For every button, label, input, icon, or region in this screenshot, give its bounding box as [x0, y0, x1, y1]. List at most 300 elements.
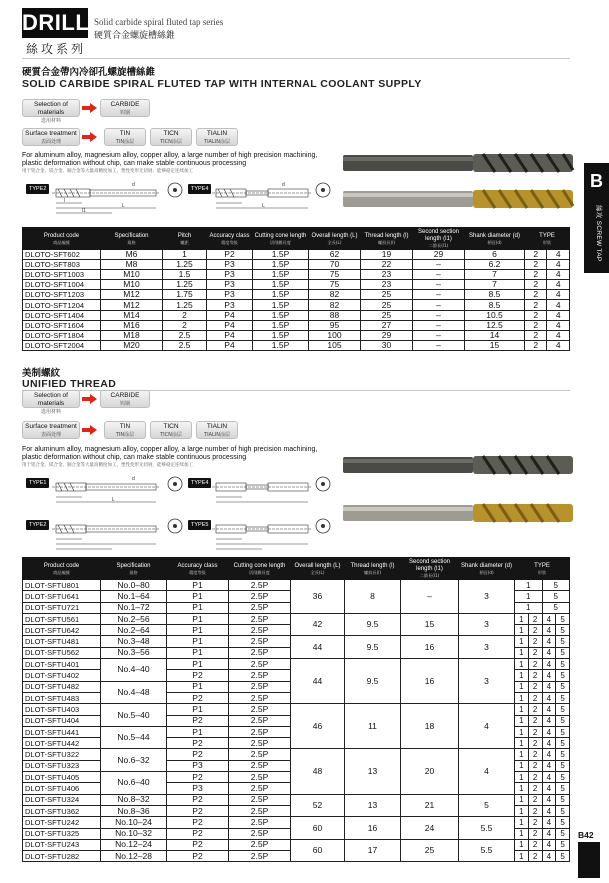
- tap-cross-section-icon: [313, 516, 333, 536]
- table-cell: No.8–36: [101, 805, 167, 816]
- table-cell: 4: [547, 270, 570, 280]
- table-cell: P2: [207, 250, 253, 260]
- table-cell: DLOT-SFTU401: [23, 659, 101, 670]
- table-cell: 36: [291, 580, 345, 614]
- table-cell: DLOTO-SFT1804: [23, 330, 101, 340]
- table-cell: 4: [542, 749, 556, 760]
- table-cell: 62: [309, 250, 361, 260]
- table-cell: P4: [207, 340, 253, 350]
- table-cell: 5: [556, 749, 570, 760]
- arrow-stem: [82, 106, 90, 110]
- table-cell: 5: [556, 704, 570, 715]
- table-cell: DLOTO-SFT1604: [23, 320, 101, 330]
- table-cell: 4: [547, 280, 570, 290]
- table-cell: 1: [163, 250, 207, 260]
- table-cell: 5: [556, 738, 570, 749]
- table-row: [23, 839, 570, 850]
- section2-title-en: UNIFIED THREAD: [22, 378, 117, 390]
- table-cell: 25: [361, 310, 413, 320]
- table-cell: P1: [167, 704, 229, 715]
- table-cell: 46: [291, 704, 345, 749]
- section2-title-zh: 美制螺紋: [22, 368, 61, 379]
- table-cell: 1.25: [163, 280, 207, 290]
- table-cell: 6.2: [465, 260, 525, 270]
- section2-description: For aluminum alloy, magnesium alloy, copper alloy, a large number of high precision machining, plastic deformation without chip, can make stable continuous processing: [22, 446, 318, 461]
- table-row: [23, 613, 570, 624]
- materials-label-pill: Selection of materials 选用材料: [22, 390, 80, 408]
- table-cell: 4: [542, 715, 556, 726]
- table-cell: 2.5P: [229, 715, 291, 726]
- table-cell: 5: [556, 851, 570, 862]
- table-cell: DLOT-SFTU641: [23, 591, 101, 602]
- table-row: [23, 270, 570, 280]
- table-cell: 60: [291, 817, 345, 840]
- table-cell: 4: [542, 692, 556, 703]
- tap-photo-gold: [343, 500, 581, 528]
- table-cell: 1: [515, 636, 529, 647]
- type-tag: TYPE2: [26, 184, 49, 194]
- table-cell: –: [413, 290, 465, 300]
- arrow-icon: [90, 425, 97, 435]
- table-cell: 2: [528, 805, 542, 816]
- table-cell: 4: [542, 738, 556, 749]
- tap-cross-section-icon: [313, 180, 333, 200]
- table-cell: P1: [167, 647, 229, 658]
- tap-drawing-type2: [52, 512, 162, 552]
- table-cell: 4: [542, 851, 556, 862]
- table-cell: DLOT-SFTU442: [23, 738, 101, 749]
- table-cell: 30: [361, 340, 413, 350]
- table-cell: 5: [556, 760, 570, 771]
- side-tab-label: 絲攻 SCREW TAP: [595, 205, 602, 262]
- table-cell: P1: [167, 681, 229, 692]
- table-row: [23, 749, 570, 760]
- table-cell: 19: [361, 250, 413, 260]
- table-cell: No.3–48: [101, 636, 167, 647]
- surface-label-pill: Surface treatment 表面处理: [22, 421, 80, 439]
- table-row: [23, 280, 570, 290]
- table-cell: 9.5: [345, 636, 401, 659]
- table-cell: –: [413, 280, 465, 290]
- section1-description-zh: 用于铝合金、镁合金、铜合金等大量高精度加工，塑性变形无切屑，能够稳定连续加工: [22, 169, 193, 174]
- table-cell: 1.5P: [253, 330, 309, 340]
- table-spiral-coolant: [22, 227, 570, 351]
- table-cell: 1: [515, 794, 529, 805]
- table-cell: 82: [309, 300, 361, 310]
- svg-text:L: L: [122, 203, 125, 209]
- col-header: Specification 規格: [101, 558, 167, 580]
- materials-label-pill: Selection of materials 选用材料: [22, 99, 80, 117]
- table-cell: 4: [542, 613, 556, 624]
- table-cell: 1: [515, 692, 529, 703]
- table-cell: P3: [167, 783, 229, 794]
- table-cell: P2: [167, 715, 229, 726]
- table-cell: 2.5P: [229, 591, 291, 602]
- col-header: Cutting cone length 切削錐長度: [253, 228, 309, 250]
- col-header: Thread length (l) 螺紋長(l): [345, 558, 401, 580]
- table-cell: P2: [167, 839, 229, 850]
- table-cell: 4: [542, 817, 556, 828]
- table-cell: 5: [556, 670, 570, 681]
- table-cell: 2.5P: [229, 692, 291, 703]
- table-cell: 1.5P: [253, 280, 309, 290]
- drills-logo: DRILLS: [22, 8, 88, 38]
- table-cell: DLOT-SFTU405: [23, 772, 101, 783]
- table-cell: 5: [556, 681, 570, 692]
- table-cell: No.3–56: [101, 647, 167, 658]
- table-cell: 2: [528, 704, 542, 715]
- table-cell: 2.5P: [229, 681, 291, 692]
- table-cell: 2: [528, 681, 542, 692]
- table-cell: 27: [361, 320, 413, 330]
- table-cell: 9.5: [345, 613, 401, 636]
- table-cell: 2.5P: [229, 851, 291, 862]
- type-tag: TYPE5: [188, 520, 211, 530]
- table-cell: 1: [515, 772, 529, 783]
- table-cell: 2: [528, 738, 542, 749]
- tap-photo-dark: [343, 150, 581, 178]
- table-cell: 1: [515, 715, 529, 726]
- table-cell: 8: [345, 580, 401, 614]
- table-cell: DLOT-SFTU282: [23, 851, 101, 862]
- table-cell: 4: [542, 647, 556, 658]
- table-cell: 2: [525, 320, 547, 330]
- table-cell: 23: [361, 280, 413, 290]
- table-cell: 2.5P: [229, 613, 291, 624]
- table-cell: M12: [101, 290, 163, 300]
- table-cell: 1: [515, 613, 529, 624]
- col-header: Second section length (l1) 二節長(l1): [413, 228, 465, 250]
- table-cell: 2.5P: [229, 738, 291, 749]
- table-cell: 1.5P: [253, 320, 309, 330]
- tap-drawing-type2: [52, 176, 162, 216]
- table-row: [23, 290, 570, 300]
- col-header: Pitch 螺距: [163, 228, 207, 250]
- table-cell: DLOT-SFTU362: [23, 805, 101, 816]
- table-cell: P4: [207, 310, 253, 320]
- table-cell: M10: [101, 270, 163, 280]
- table-cell: 2.5P: [229, 670, 291, 681]
- table-row: [23, 320, 570, 330]
- table-cell: 2.5P: [229, 602, 291, 613]
- table-cell: 2.5P: [229, 783, 291, 794]
- table-cell: –: [413, 320, 465, 330]
- table-cell: 2: [525, 310, 547, 320]
- col-header: TYPE 形狀: [525, 228, 570, 250]
- table-cell: –: [413, 310, 465, 320]
- arrow-stem: [82, 397, 90, 401]
- table-cell: 1: [515, 659, 529, 670]
- material-pill: CARBIDE 钨钢: [100, 390, 150, 408]
- table-cell: 2.5P: [229, 647, 291, 658]
- tap-drawing-type4: [212, 176, 312, 216]
- table-cell: DLOT-SFTU322: [23, 749, 101, 760]
- table-cell: P3: [207, 280, 253, 290]
- table-cell: 2: [528, 772, 542, 783]
- table-cell: P1: [167, 613, 229, 624]
- svg-text:d: d: [282, 182, 285, 188]
- table-cell: 8.5: [465, 290, 525, 300]
- table-cell: 5: [542, 591, 570, 602]
- table-cell: 2.5P: [229, 772, 291, 783]
- table-cell: 105: [309, 340, 361, 350]
- table-cell: 24: [401, 817, 459, 840]
- side-tab[interactable]: [584, 163, 609, 273]
- table-cell: DLOTO-SFT1203: [23, 290, 101, 300]
- table-cell: 5.5: [459, 817, 515, 840]
- table-cell: 4: [542, 636, 556, 647]
- table-cell: 2.5P: [229, 636, 291, 647]
- table-cell: DLOT-SFTU561: [23, 613, 101, 624]
- table-cell: –: [413, 330, 465, 340]
- table-cell: 2: [528, 613, 542, 624]
- table-cell: 5: [556, 715, 570, 726]
- table-cell: 9.5: [345, 659, 401, 704]
- table-cell: No.1–64: [101, 591, 167, 602]
- table-row: [23, 300, 570, 310]
- table-cell: 1: [515, 726, 529, 737]
- table-cell: 2.5P: [229, 749, 291, 760]
- table-cell: 4: [542, 760, 556, 771]
- table-cell: 1: [515, 647, 529, 658]
- tap-cross-section-icon: [165, 516, 185, 536]
- table-cell: 2: [525, 290, 547, 300]
- table-cell: DLOT-SFTU323: [23, 760, 101, 771]
- table-cell: 4: [547, 260, 570, 270]
- table-cell: 3: [459, 580, 515, 614]
- table-cell: 1.5P: [253, 250, 309, 260]
- table-cell: DLOTO-SFT2004: [23, 340, 101, 350]
- table-cell: 52: [291, 794, 345, 817]
- table-cell: DLOT-SFTU801: [23, 580, 101, 591]
- table-cell: 1: [515, 783, 529, 794]
- table-cell: 16: [401, 659, 459, 704]
- table-cell: 1.5P: [253, 270, 309, 280]
- table-cell: DLOT-SFTU562: [23, 647, 101, 658]
- table-cell: 2.5P: [229, 704, 291, 715]
- table-cell: DLOT-SFTU721: [23, 602, 101, 613]
- table-cell: No.8–32: [101, 794, 167, 805]
- table-cell: –: [413, 260, 465, 270]
- table-cell: 1: [515, 851, 529, 862]
- table-cell: P1: [167, 591, 229, 602]
- table-cell: 3: [459, 636, 515, 659]
- table-cell: 2.5: [163, 330, 207, 340]
- table-cell: No.4–48: [101, 681, 167, 704]
- table-cell: 5: [556, 659, 570, 670]
- table-cell: 1.5P: [253, 310, 309, 320]
- table-cell: 5: [556, 839, 570, 850]
- table-cell: 1.5P: [253, 290, 309, 300]
- table-cell: 7: [465, 280, 525, 290]
- table-cell: 4: [547, 340, 570, 350]
- table-cell: 2: [528, 783, 542, 794]
- table-header-row: [23, 228, 570, 250]
- table-cell: 1: [515, 749, 529, 760]
- table-cell: 5: [556, 625, 570, 636]
- table-cell: 4: [542, 726, 556, 737]
- arrow-icon: [90, 132, 97, 142]
- coating-tin: TIN TIN涂层: [104, 421, 146, 439]
- table-row: [23, 310, 570, 320]
- table-cell: M16: [101, 320, 163, 330]
- table-cell: No.10–32: [101, 828, 167, 839]
- table-row: [23, 580, 570, 591]
- table-cell: 2: [163, 320, 207, 330]
- tap-photo-gold: [343, 186, 581, 214]
- table-cell: 4: [459, 749, 515, 794]
- table-cell: 2: [528, 670, 542, 681]
- svg-text:L: L: [112, 497, 115, 503]
- table-cell: 5: [542, 602, 570, 613]
- table-cell: DLOTO-SFT602: [23, 250, 101, 260]
- table-cell: M10: [101, 280, 163, 290]
- col-header: Cutting cone length 切削錐長度: [229, 558, 291, 580]
- table-cell: 5: [556, 828, 570, 839]
- table-cell: 3: [459, 613, 515, 636]
- table-cell: P2: [167, 692, 229, 703]
- table-cell: 2: [528, 749, 542, 760]
- table-cell: 15: [401, 613, 459, 636]
- table-cell: DLOTO-SFT1004: [23, 280, 101, 290]
- table-cell: 100: [309, 330, 361, 340]
- table-cell: 4: [542, 783, 556, 794]
- table-cell: 20: [401, 749, 459, 794]
- col-header: Thread length (l) 螺紋長(l): [361, 228, 413, 250]
- table-cell: P2: [167, 851, 229, 862]
- table-cell: –: [413, 270, 465, 280]
- table-cell: P2: [167, 794, 229, 805]
- table-cell: 2: [525, 260, 547, 270]
- table-cell: No.2–56: [101, 613, 167, 624]
- table-cell: 12.5: [465, 320, 525, 330]
- table-cell: 3: [459, 659, 515, 704]
- table-row: [23, 260, 570, 270]
- arrow-stem: [82, 135, 90, 139]
- table-cell: 75: [309, 280, 361, 290]
- table-cell: 1: [515, 625, 529, 636]
- type-tag: TYPE1: [26, 478, 49, 488]
- arrow-stem: [82, 428, 90, 432]
- table-cell: 4: [542, 670, 556, 681]
- col-header: Second section length (l1) 二節長(l1): [401, 558, 459, 580]
- col-header: Product code 商品編號: [23, 228, 101, 250]
- table-cell: 4: [547, 310, 570, 320]
- table-cell: 4: [547, 290, 570, 300]
- col-header: Accuracy class 精度等級: [167, 558, 229, 580]
- table-cell: 6: [465, 250, 525, 260]
- table-cell: 16: [401, 636, 459, 659]
- table-cell: 4: [547, 250, 570, 260]
- table-cell: DLOT-SFTU402: [23, 670, 101, 681]
- table-cell: 4: [542, 625, 556, 636]
- table-cell: No.0–80: [101, 580, 167, 591]
- table-cell: M8: [101, 260, 163, 270]
- table-cell: P1: [167, 726, 229, 737]
- table-cell: 4: [542, 681, 556, 692]
- table-cell: 2: [528, 760, 542, 771]
- tap-drawing-type5: [212, 512, 312, 552]
- table-cell: 2.5P: [229, 659, 291, 670]
- table-cell: No.2–64: [101, 625, 167, 636]
- table-cell: 5.5: [459, 839, 515, 862]
- table-cell: DLOT-SFTU406: [23, 783, 101, 794]
- table-cell: DLOT-SFTU242: [23, 817, 101, 828]
- table-cell: P1: [167, 659, 229, 670]
- material-pill: CARBIDE 钨钢: [100, 99, 150, 117]
- table-cell: 1: [515, 817, 529, 828]
- table-cell: P2: [167, 805, 229, 816]
- table-cell: P2: [167, 828, 229, 839]
- table-header-row: [23, 558, 570, 580]
- table-cell: 2.5P: [229, 760, 291, 771]
- tap-photo-dark: [343, 452, 581, 480]
- header-subtitle-en: Solid carbide spiral fluted tap series: [94, 17, 224, 27]
- table-cell: 1.5P: [253, 340, 309, 350]
- table-cell: P2: [167, 738, 229, 749]
- table-cell: P2: [167, 749, 229, 760]
- table-row: [23, 794, 570, 805]
- table-cell: 2.5P: [229, 580, 291, 591]
- table-cell: 1: [515, 805, 529, 816]
- table-cell: 1: [515, 828, 529, 839]
- table-cell: DLOT-SFTU481: [23, 636, 101, 647]
- table-cell: 29: [413, 250, 465, 260]
- svg-text:l1: l1: [82, 208, 86, 214]
- table-cell: 2: [525, 340, 547, 350]
- table-cell: P1: [167, 636, 229, 647]
- table-cell: 1.75: [163, 290, 207, 300]
- table-cell: 2: [525, 250, 547, 260]
- section1-title-zh: 硬質合金帶內冷卻孔螺旋槽絲錐: [22, 67, 156, 78]
- table-cell: 11: [345, 704, 401, 749]
- header-subtitle-zh: 硬質合金螺旋槽絲錐: [94, 30, 176, 40]
- table-cell: 2: [528, 636, 542, 647]
- table-cell: P2: [167, 817, 229, 828]
- table-cell: M6: [101, 250, 163, 260]
- col-header: Shank diameter (d) 柄徑(d): [459, 558, 515, 580]
- table-cell: 2: [525, 330, 547, 340]
- svg-text:d: d: [132, 476, 135, 482]
- svg-text:l: l: [64, 198, 66, 204]
- table-row: [23, 340, 570, 350]
- coating-ticn: TICN TICN涂层: [150, 421, 192, 439]
- table-cell: P3: [207, 290, 253, 300]
- table-cell: –: [401, 580, 459, 614]
- table-cell: No.4–40: [101, 659, 167, 682]
- table-cell: 18: [401, 704, 459, 749]
- table-cell: 2.5P: [229, 839, 291, 850]
- table-cell: P3: [167, 760, 229, 771]
- table-cell: No.10–24: [101, 817, 167, 828]
- table-row: [23, 659, 570, 670]
- table-cell: –: [413, 340, 465, 350]
- table-cell: DLOT-SFTU404: [23, 715, 101, 726]
- col-header: Overall length (L) 全長(L): [309, 228, 361, 250]
- tap-cross-section-icon: [165, 180, 185, 200]
- table-cell: 2.5P: [229, 817, 291, 828]
- table-cell: 2.5P: [229, 726, 291, 737]
- table-cell: 2: [528, 659, 542, 670]
- table-cell: 2.5P: [229, 794, 291, 805]
- table-cell: 2: [528, 647, 542, 658]
- table-cell: 4: [542, 659, 556, 670]
- tap-cross-section-icon: [165, 474, 185, 494]
- table-cell: 82: [309, 290, 361, 300]
- table-cell: 2: [525, 300, 547, 310]
- table-cell: 1: [515, 839, 529, 850]
- table-cell: 1: [515, 602, 543, 613]
